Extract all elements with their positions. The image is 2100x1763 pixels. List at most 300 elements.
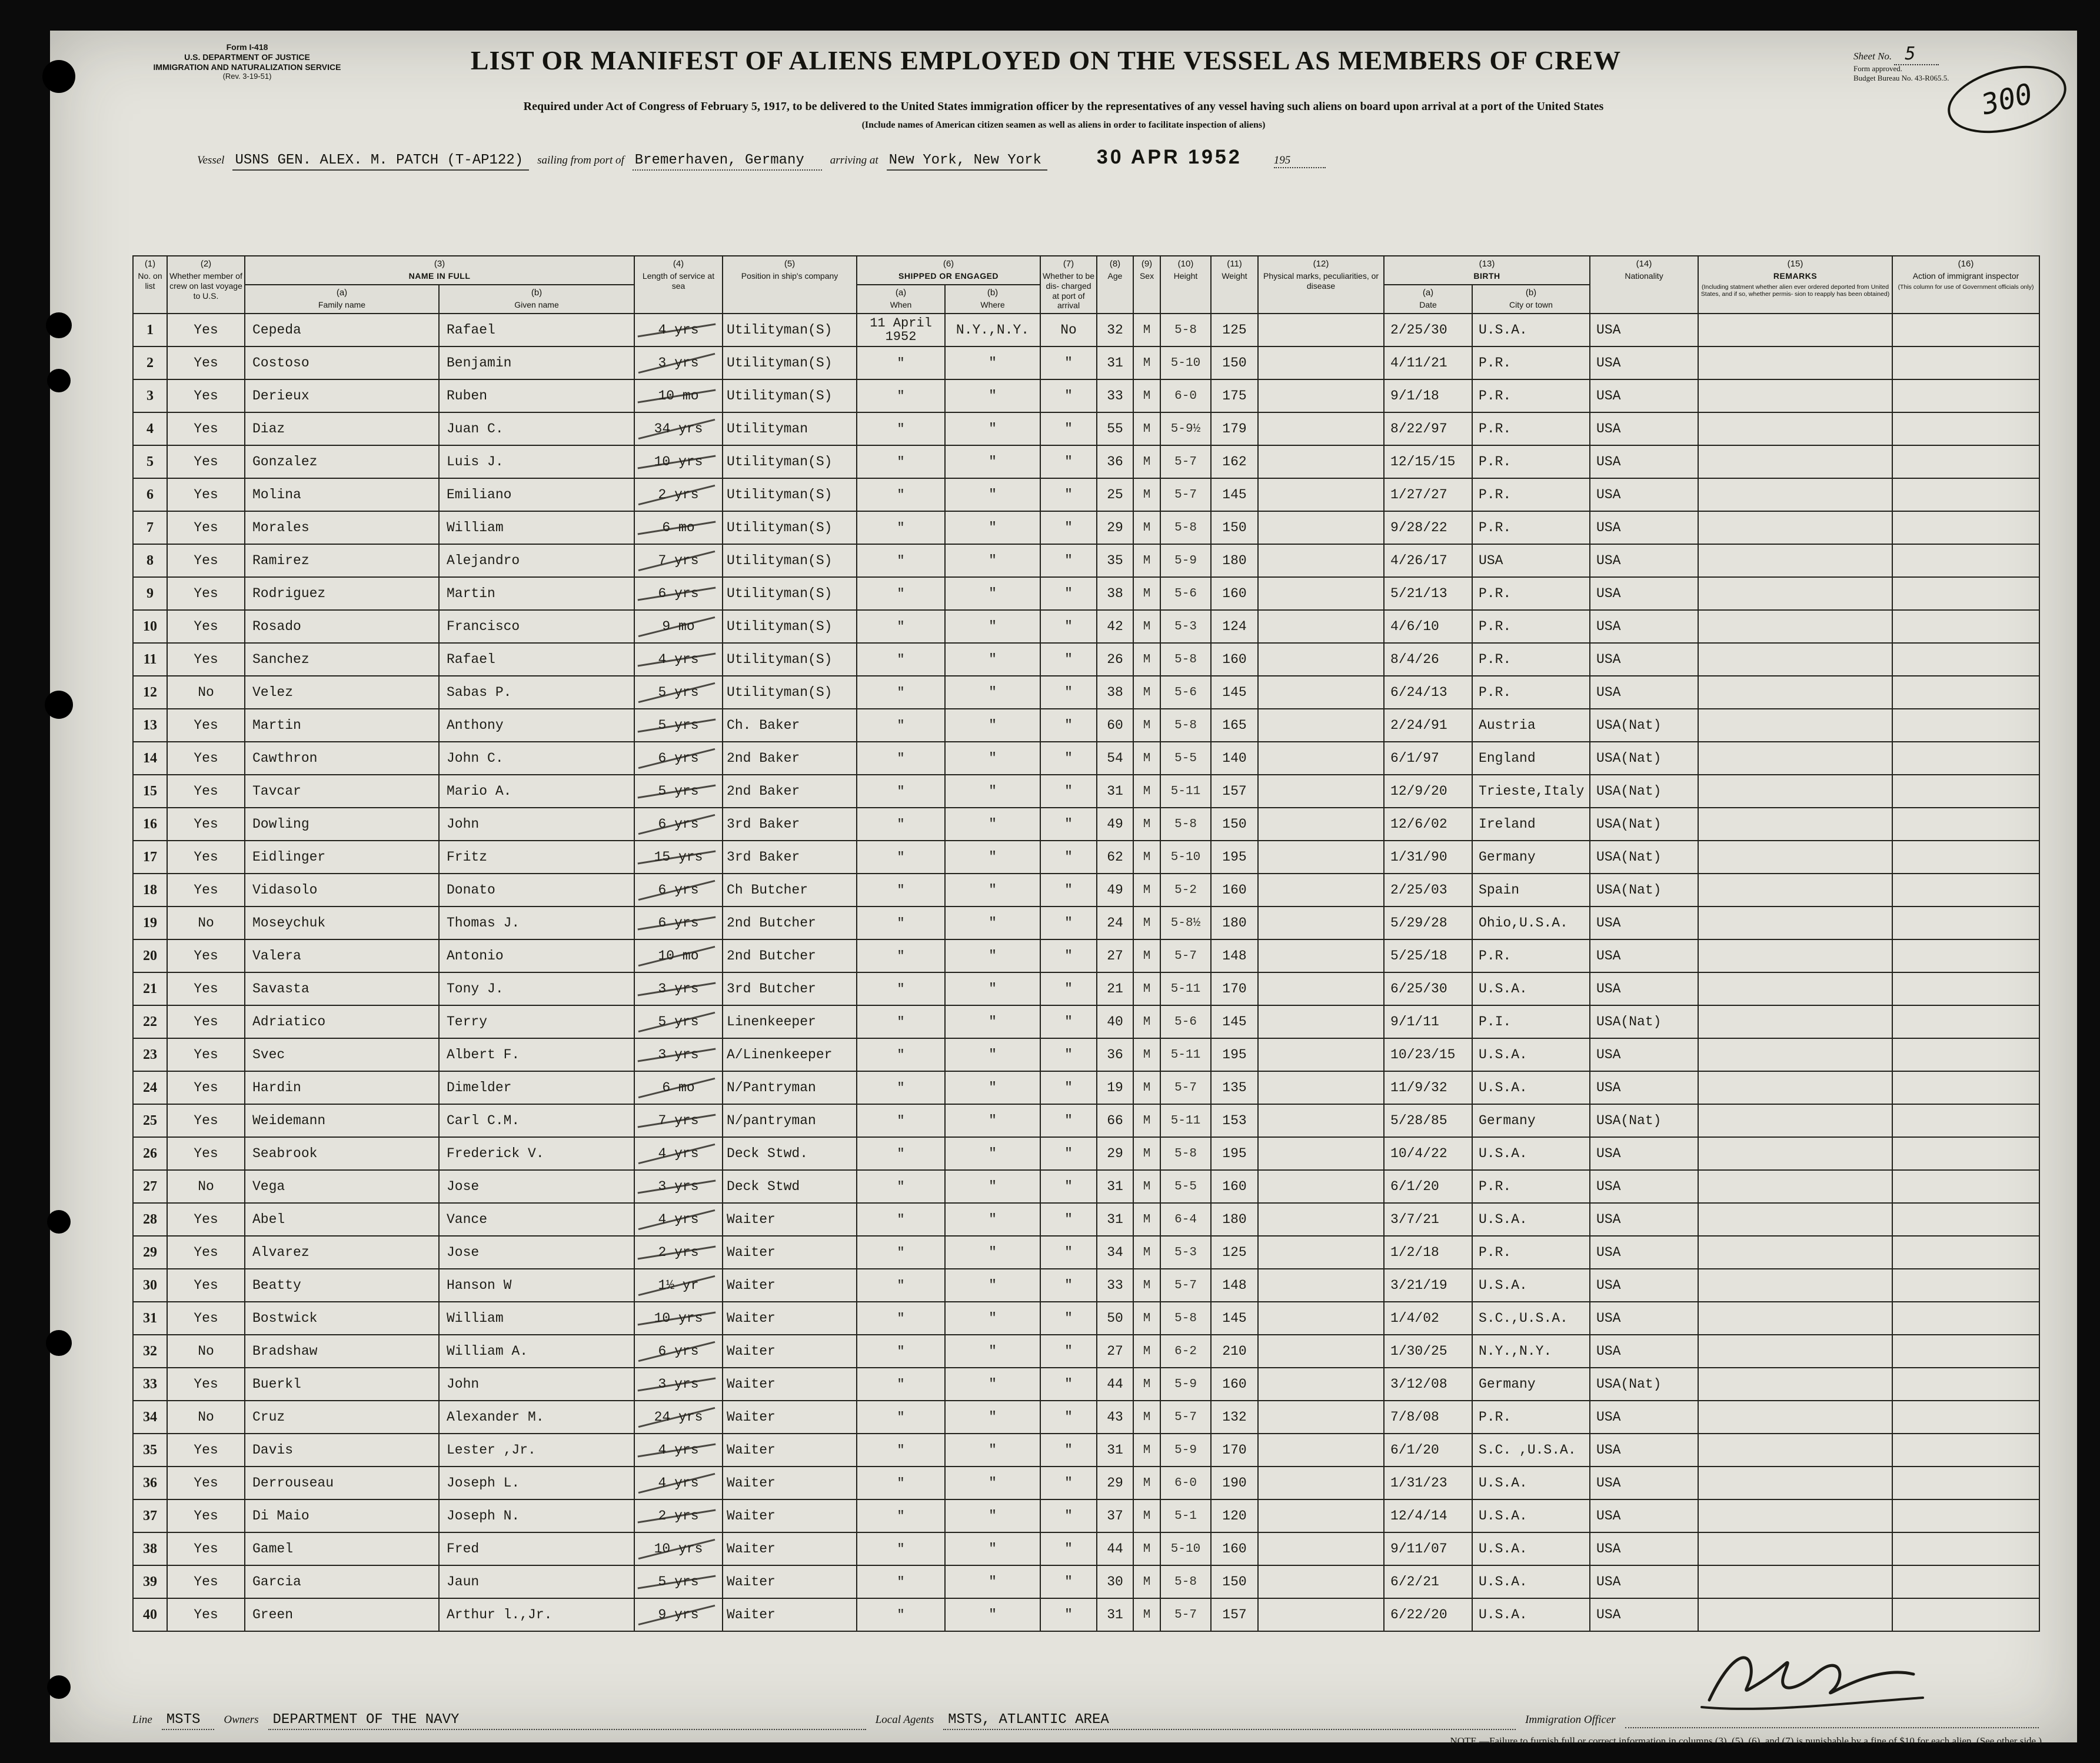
cell-action [1892, 1335, 2039, 1368]
cell-sex: M [1133, 1236, 1160, 1269]
cell-no: 35 [133, 1434, 167, 1467]
cell-bdate: 6/1/20 [1384, 1434, 1472, 1467]
cell-position: N/pantryman [723, 1104, 857, 1137]
cell-nat: USA [1590, 346, 1698, 379]
cell-nat: USA [1590, 412, 1698, 445]
cell-when: " [857, 1203, 945, 1236]
cell-remarks [1698, 808, 1892, 841]
punch-hole [47, 369, 71, 392]
table-row [133, 314, 2039, 346]
vessel-label: Vessel [197, 154, 225, 166]
cell-member: No [167, 1170, 245, 1203]
cell-nat: USA(Nat) [1590, 1005, 1698, 1038]
cell-remarks [1698, 1104, 1892, 1137]
cell-disch: " [1040, 1104, 1097, 1137]
cell-service: 24 yrs [634, 1401, 723, 1434]
cell-family: Derieux [245, 379, 439, 412]
cell-member: Yes [167, 511, 245, 544]
cell-position: Waiter [723, 1203, 857, 1236]
cell-when: " [857, 577, 945, 610]
cell-given: Rafael [439, 643, 634, 676]
cell-member: Yes [167, 1236, 245, 1269]
cell-action [1892, 1236, 2039, 1269]
cell-where: " [945, 643, 1040, 676]
cell-family: Beatty [245, 1269, 439, 1302]
cell-height: 5-9 [1160, 1434, 1211, 1467]
cell-age: 36 [1097, 1038, 1133, 1071]
cell-height: 6-0 [1160, 1467, 1211, 1499]
cell-service: 10 yrs [634, 1302, 723, 1335]
cell-given: Albert F. [439, 1038, 634, 1071]
cell-member: Yes [167, 643, 245, 676]
col-header-nationality: (14) Nationality [1590, 256, 1698, 314]
cell-marks [1258, 1401, 1384, 1434]
cell-marks [1258, 775, 1384, 808]
cell-nat: USA(Nat) [1590, 775, 1698, 808]
cell-bdate: 2/25/30 [1384, 314, 1472, 346]
cell-action [1892, 1203, 2039, 1236]
cell-no: 6 [133, 478, 167, 511]
cell-sex: M [1133, 412, 1160, 445]
cell-position: Utilityman(S) [723, 544, 857, 577]
cell-age: 38 [1097, 577, 1133, 610]
cell-bdate: 3/12/08 [1384, 1368, 1472, 1401]
cell-position: Waiter [723, 1565, 857, 1598]
cell-family: Vidasolo [245, 874, 439, 907]
cell-nat: USA [1590, 939, 1698, 972]
cell-disch: " [1040, 939, 1097, 972]
cell-bdate: 8/4/26 [1384, 643, 1472, 676]
cell-bplace: Trieste,Italy [1472, 775, 1590, 808]
cell-position: Waiter [723, 1532, 857, 1565]
cell-position: Ch. Baker [723, 709, 857, 742]
cell-position: 3rd Baker [723, 808, 857, 841]
cell-sex: M [1133, 577, 1160, 610]
table-row [133, 1269, 2039, 1302]
cell-weight: 150 [1211, 808, 1258, 841]
cell-remarks [1698, 1203, 1892, 1236]
cell-disch: " [1040, 841, 1097, 874]
cell-when: " [857, 478, 945, 511]
table-row [133, 1038, 2039, 1071]
col-header-height: (10) Height [1160, 256, 1211, 314]
cell-marks [1258, 1203, 1384, 1236]
cell-sex: M [1133, 1368, 1160, 1401]
cell-service: 3 yrs [634, 346, 723, 379]
cell-disch: " [1040, 643, 1097, 676]
cell-family: Abel [245, 1203, 439, 1236]
cell-given: Benjamin [439, 346, 634, 379]
cell-no: 18 [133, 874, 167, 907]
table-row [133, 1203, 2039, 1236]
cell-service: 10 mo [634, 379, 723, 412]
cell-position: Utilityman(S) [723, 610, 857, 643]
cell-age: 44 [1097, 1532, 1133, 1565]
cell-weight: 148 [1211, 939, 1258, 972]
cell-bdate: 8/22/97 [1384, 412, 1472, 445]
cell-nat: USA [1590, 1532, 1698, 1565]
cell-age: 50 [1097, 1302, 1133, 1335]
form-identification [121, 42, 374, 81]
table-row [133, 907, 2039, 939]
cell-bplace: U.S.A. [1472, 972, 1590, 1005]
cell-position: Linenkeeper [723, 1005, 857, 1038]
table-row [133, 643, 2039, 676]
cell-service: 34 yrs [634, 412, 723, 445]
cell-member: Yes [167, 1005, 245, 1038]
cell-where: " [945, 1598, 1040, 1631]
cell-nat: USA [1590, 1598, 1698, 1631]
cell-age: 21 [1097, 972, 1133, 1005]
cell-height: 5-8 [1160, 643, 1211, 676]
cell-action [1892, 709, 2039, 742]
cell-bdate: 10/4/22 [1384, 1137, 1472, 1170]
cell-nat: USA [1590, 1269, 1698, 1302]
cell-member: Yes [167, 841, 245, 874]
cell-when: " [857, 379, 945, 412]
cell-when: " [857, 1302, 945, 1335]
col-header-remarks: (15) REMARKS (Including statment whether alien ever ordered deported from United States, and if so, whether permis- sion to reapply has been obtained) [1698, 256, 1892, 314]
cell-service: 5 yrs [634, 1005, 723, 1038]
cell-where: " [945, 841, 1040, 874]
cell-bdate: 9/1/18 [1384, 379, 1472, 412]
cell-position: Utilityman(S) [723, 478, 857, 511]
table-row [133, 1467, 2039, 1499]
cell-given: William A. [439, 1335, 634, 1368]
cell-nat: USA [1590, 972, 1698, 1005]
cell-given: Dimelder [439, 1071, 634, 1104]
cell-sex: M [1133, 709, 1160, 742]
budget-bureau-no: Budget Bureau No. 43-R065.5. [1853, 74, 1949, 83]
cell-disch: " [1040, 511, 1097, 544]
cell-where: " [945, 1467, 1040, 1499]
cell-service: 3 yrs [634, 972, 723, 1005]
cell-weight: 150 [1211, 511, 1258, 544]
cell-weight: 132 [1211, 1401, 1258, 1434]
cell-disch: " [1040, 676, 1097, 709]
cell-bplace: U.S.A. [1472, 1137, 1590, 1170]
cell-no: 38 [133, 1532, 167, 1565]
cell-member: Yes [167, 1071, 245, 1104]
cell-nat: USA(Nat) [1590, 709, 1698, 742]
cell-nat: USA [1590, 511, 1698, 544]
cell-bplace: P.R. [1472, 445, 1590, 478]
cell-position: Waiter [723, 1434, 857, 1467]
cell-height: 5-6 [1160, 676, 1211, 709]
cell-weight: 179 [1211, 412, 1258, 445]
cell-age: 55 [1097, 412, 1133, 445]
cell-action [1892, 1532, 2039, 1565]
cell-age: 31 [1097, 775, 1133, 808]
cell-action [1892, 1434, 2039, 1467]
cell-nat: USA [1590, 478, 1698, 511]
cell-service: 4 yrs [634, 1434, 723, 1467]
cell-position: Waiter [723, 1401, 857, 1434]
cell-bplace: P.R. [1472, 412, 1590, 445]
cell-position: Waiter [723, 1236, 857, 1269]
cell-family: Costoso [245, 346, 439, 379]
cell-member: Yes [167, 972, 245, 1005]
cell-remarks [1698, 775, 1892, 808]
cell-bdate: 3/7/21 [1384, 1203, 1472, 1236]
cell-remarks [1698, 379, 1892, 412]
sailing-port-label: sailing from port of [537, 154, 624, 166]
cell-weight: 124 [1211, 610, 1258, 643]
cell-weight: 162 [1211, 445, 1258, 478]
cell-age: 33 [1097, 1269, 1133, 1302]
cell-no: 24 [133, 1071, 167, 1104]
cell-sex: M [1133, 445, 1160, 478]
cell-height: 6-2 [1160, 1335, 1211, 1368]
cell-disch: " [1040, 775, 1097, 808]
cell-disch: " [1040, 1269, 1097, 1302]
cell-sex: M [1133, 478, 1160, 511]
cell-where: " [945, 544, 1040, 577]
table-row [133, 1005, 2039, 1038]
form-revision: (Rev. 3-19-51) [222, 72, 272, 81]
cell-bdate: 9/1/11 [1384, 1005, 1472, 1038]
cell-given: Donato [439, 874, 634, 907]
cell-weight: 180 [1211, 1203, 1258, 1236]
requirement-statement: Required under Act of Congress of February 5, 1917, to be delivered to the United States immigration officer by the representatives of any vessel having such aliens on board upon arrival at a port of the United States [523, 100, 1604, 113]
cell-weight: 195 [1211, 841, 1258, 874]
cell-action [1892, 874, 2039, 907]
cell-bdate: 9/11/07 [1384, 1532, 1472, 1565]
cell-given: Fred [439, 1532, 634, 1565]
cell-service: 6 yrs [634, 577, 723, 610]
cell-sex: M [1133, 1499, 1160, 1532]
cell-disch: " [1040, 544, 1097, 577]
cell-member: Yes [167, 445, 245, 478]
cell-age: 36 [1097, 445, 1133, 478]
sheet-no-label: Sheet No. [1853, 51, 1892, 62]
cell-marks [1258, 1434, 1384, 1467]
cell-family: Velez [245, 676, 439, 709]
cell-bdate: 6/2/21 [1384, 1565, 1472, 1598]
cell-family: Valera [245, 939, 439, 972]
cell-height: 5-8 [1160, 709, 1211, 742]
col-header-sex: (9) Sex [1133, 256, 1160, 314]
cell-bplace: P.R. [1472, 1236, 1590, 1269]
cell-nat: USA(Nat) [1590, 742, 1698, 775]
col-header-birth: (13) BIRTH [1384, 256, 1590, 285]
cell-when: " [857, 1532, 945, 1565]
cell-position: Utilityman(S) [723, 314, 857, 346]
cell-service: 7 yrs [634, 544, 723, 577]
cell-bplace: P.R. [1472, 1401, 1590, 1434]
cell-sex: M [1133, 775, 1160, 808]
cell-position: 2nd Butcher [723, 907, 857, 939]
cell-when: " [857, 1137, 945, 1170]
cell-height: 5-8 [1160, 1302, 1211, 1335]
table-row [133, 972, 2039, 1005]
cell-nat: USA [1590, 1071, 1698, 1104]
col-subheader-given-name: (b) Given name [439, 285, 634, 314]
cell-family: Bostwick [245, 1302, 439, 1335]
table-row [133, 1104, 2039, 1137]
cell-weight: 145 [1211, 676, 1258, 709]
cell-marks [1258, 577, 1384, 610]
local-agents-label: Local Agents [875, 1714, 934, 1726]
cell-marks [1258, 1368, 1384, 1401]
col-subheader-birth-date: (a) Date [1384, 285, 1472, 314]
cell-member: Yes [167, 314, 245, 346]
cell-remarks [1698, 577, 1892, 610]
cell-when: " [857, 1038, 945, 1071]
cell-nat: USA [1590, 1499, 1698, 1532]
cell-where: " [945, 775, 1040, 808]
cell-sex: M [1133, 676, 1160, 709]
cell-no: 9 [133, 577, 167, 610]
cell-where: " [945, 478, 1040, 511]
cell-service: 4 yrs [634, 314, 723, 346]
cell-action [1892, 1269, 2039, 1302]
cell-action [1892, 1104, 2039, 1137]
cell-age: 29 [1097, 1137, 1133, 1170]
cell-disch: No [1040, 314, 1097, 346]
cell-weight: 170 [1211, 1434, 1258, 1467]
footer-note: NOTE.—Failure to furnish full or correct information in columns (3), (5), (6), and (7) is punishable by a fine of $10 for each alien. (See other side.) [1450, 1735, 2042, 1747]
cell-sex: M [1133, 314, 1160, 346]
cell-action [1892, 1302, 2039, 1335]
cell-when: " [857, 1565, 945, 1598]
cell-sex: M [1133, 1467, 1160, 1499]
cell-action [1892, 1170, 2039, 1203]
cell-position: Waiter [723, 1302, 857, 1335]
cell-family: Buerkl [245, 1368, 439, 1401]
cell-member: Yes [167, 1532, 245, 1565]
cell-marks [1258, 478, 1384, 511]
cell-bplace: S.C.,U.S.A. [1472, 1302, 1590, 1335]
cell-family: Tavcar [245, 775, 439, 808]
cell-position: 2nd Baker [723, 775, 857, 808]
cell-sex: M [1133, 1269, 1160, 1302]
cell-disch: " [1040, 709, 1097, 742]
cell-service: 10 yrs [634, 445, 723, 478]
cell-sex: M [1133, 808, 1160, 841]
table-row [133, 1499, 2039, 1532]
cell-disch: " [1040, 1401, 1097, 1434]
cell-no: 17 [133, 841, 167, 874]
cell-marks [1258, 1467, 1384, 1499]
cell-bdate: 6/22/20 [1384, 1598, 1472, 1631]
cell-marks [1258, 1236, 1384, 1269]
cell-action [1892, 972, 2039, 1005]
cell-action [1892, 939, 2039, 972]
cell-age: 44 [1097, 1368, 1133, 1401]
cell-bdate: 4/6/10 [1384, 610, 1472, 643]
cell-sex: M [1133, 1071, 1160, 1104]
cell-disch: " [1040, 478, 1097, 511]
cell-disch: " [1040, 1137, 1097, 1170]
cell-family: Vega [245, 1170, 439, 1203]
cell-marks [1258, 1335, 1384, 1368]
table-row [133, 346, 2039, 379]
cell-action [1892, 610, 2039, 643]
cell-where: " [945, 1170, 1040, 1203]
table-row [133, 742, 2039, 775]
cell-age: 25 [1097, 478, 1133, 511]
cell-where: " [945, 1401, 1040, 1434]
cell-nat: USA [1590, 907, 1698, 939]
cell-where: " [945, 1335, 1040, 1368]
arriving-port-value: New York, New York [887, 152, 1047, 171]
cell-member: Yes [167, 1203, 245, 1236]
cell-weight: 150 [1211, 346, 1258, 379]
cell-position: Waiter [723, 1269, 857, 1302]
cell-family: Rosado [245, 610, 439, 643]
cell-bdate: 1/4/02 [1384, 1302, 1472, 1335]
cell-height: 5-8 [1160, 511, 1211, 544]
col-header-age: (8) Age [1097, 256, 1133, 314]
cell-nat: USA [1590, 544, 1698, 577]
cell-no: 16 [133, 808, 167, 841]
cell-age: 30 [1097, 1565, 1133, 1598]
cell-family: Martin [245, 709, 439, 742]
cell-family: Derrouseau [245, 1467, 439, 1499]
cell-no: 20 [133, 939, 167, 972]
cell-height: 5-11 [1160, 775, 1211, 808]
cell-sex: M [1133, 1434, 1160, 1467]
cell-no: 33 [133, 1368, 167, 1401]
cell-sex: M [1133, 1598, 1160, 1631]
cell-service: 6 yrs [634, 742, 723, 775]
cell-age: 35 [1097, 544, 1133, 577]
cell-bdate: 6/24/13 [1384, 676, 1472, 709]
cell-member: No [167, 1335, 245, 1368]
cell-marks [1258, 346, 1384, 379]
cell-service: 4 yrs [634, 643, 723, 676]
cell-remarks [1698, 1137, 1892, 1170]
cell-action [1892, 1401, 2039, 1434]
cell-where: " [945, 445, 1040, 478]
cell-bplace: Germany [1472, 1104, 1590, 1137]
cell-no: 32 [133, 1335, 167, 1368]
cell-bdate: 1/27/27 [1384, 478, 1472, 511]
cell-sex: M [1133, 643, 1160, 676]
cell-remarks [1698, 1467, 1892, 1499]
cell-sex: M [1133, 907, 1160, 939]
cell-when: " [857, 610, 945, 643]
cell-service: 10 mo [634, 939, 723, 972]
cell-member: Yes [167, 874, 245, 907]
cell-disch: " [1040, 1038, 1097, 1071]
cell-bdate: 1/31/23 [1384, 1467, 1472, 1499]
cell-bdate: 3/21/19 [1384, 1269, 1472, 1302]
cell-service: 2 yrs [634, 478, 723, 511]
cell-position: Waiter [723, 1368, 857, 1401]
cell-action [1892, 478, 2039, 511]
year-blank: 195 [1274, 154, 1326, 168]
col-header-shipped-or-engaged: (6) SHIPPED OR ENGAGED [857, 256, 1040, 285]
cell-bdate: 5/28/85 [1384, 1104, 1472, 1137]
cell-height: 5-2 [1160, 874, 1211, 907]
cell-given: Jose [439, 1170, 634, 1203]
cell-sex: M [1133, 511, 1160, 544]
cell-remarks [1698, 939, 1892, 972]
cell-sex: M [1133, 1137, 1160, 1170]
cell-weight: 125 [1211, 314, 1258, 346]
cell-service: 2 yrs [634, 1236, 723, 1269]
cell-marks [1258, 1565, 1384, 1598]
table-row [133, 1368, 2039, 1401]
cell-disch: " [1040, 1467, 1097, 1499]
cell-remarks [1698, 1170, 1892, 1203]
cell-height: 5-10 [1160, 841, 1211, 874]
cell-when: " [857, 1598, 945, 1631]
line-value: MSTS [162, 1712, 215, 1730]
cell-bdate: 1/2/18 [1384, 1236, 1472, 1269]
